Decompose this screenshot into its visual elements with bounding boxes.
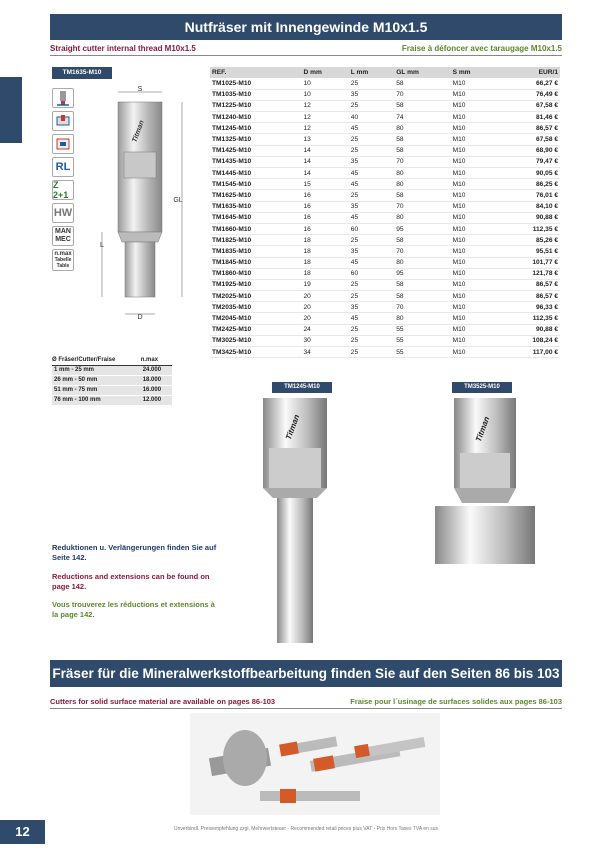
dim-l-label: L <box>100 242 104 249</box>
cell-d: 15 <box>302 179 349 190</box>
cell-gl: 70 <box>394 89 450 100</box>
cell-d: 30 <box>302 335 349 346</box>
subtitle-en: Straight cutter internal thread M10x1.5 <box>50 44 196 53</box>
cell-l: 25 <box>349 100 394 111</box>
cell-price: 76,49 € <box>497 89 560 100</box>
cell-s: M10 <box>451 145 498 156</box>
cell-d: 16 <box>302 223 349 234</box>
price-table-row <box>210 291 560 302</box>
cell-price: 112,35 € <box>497 313 560 324</box>
cell-d: 19 <box>302 279 349 290</box>
nmax-table <box>52 355 172 406</box>
cell-l: 60 <box>349 223 394 234</box>
cell-d: 13 <box>302 134 349 145</box>
cell-price: 95,51 € <box>497 246 560 257</box>
cell-d: 24 <box>302 324 349 335</box>
flutes-icon: Z 2+1 <box>52 180 74 200</box>
cell-ref: TM1245-M10 <box>210 123 302 134</box>
price-table-row <box>210 145 560 156</box>
cell-s: M10 <box>451 156 498 167</box>
nmax-sub2: Table <box>56 263 70 269</box>
cell-gl: 55 <box>394 324 450 335</box>
cell-ref: TM1545-M10 <box>210 179 302 190</box>
cell-price: 90,88 € <box>497 212 560 223</box>
feature-icons <box>52 88 76 274</box>
cell-d: 20 <box>302 302 349 313</box>
price-table-row <box>210 268 560 279</box>
cell-s: M10 <box>451 313 498 324</box>
cell-gl: 80 <box>394 168 450 179</box>
cell-d: 10 <box>302 89 349 100</box>
nmax-cell-rpm: 18.000 <box>141 375 172 385</box>
cell-s: M10 <box>451 100 498 111</box>
cell-price: 66,27 € <box>497 78 560 89</box>
cell-s: M10 <box>451 190 498 201</box>
price-table-row <box>210 335 560 346</box>
nmax-label: n.max <box>54 251 72 257</box>
cell-s: M10 <box>451 279 498 290</box>
nmax-icon <box>52 249 74 271</box>
cell-d: 18 <box>302 257 349 268</box>
cell-s: M10 <box>451 324 498 335</box>
cell-gl: 70 <box>394 201 450 212</box>
cell-s: M10 <box>451 134 498 145</box>
side-tab <box>0 77 22 143</box>
man-label: MAN <box>55 228 71 235</box>
cell-d: 20 <box>302 313 349 324</box>
cell-ref: TM3025-M10 <box>210 335 302 346</box>
cell-ref: TM1035-M10 <box>210 89 302 100</box>
cell-s: M10 <box>451 89 498 100</box>
cell-price: 76,01 € <box>497 190 560 201</box>
cell-gl: 80 <box>394 212 450 223</box>
cell-s: M10 <box>451 201 498 212</box>
price-table-row <box>210 212 560 223</box>
cell-l: 45 <box>349 212 394 223</box>
page-title: Nutfräser mit Innengewinde M10x1.5 <box>50 14 562 40</box>
dim-d-label: D <box>137 314 143 321</box>
cell-gl: 70 <box>394 156 450 167</box>
price-table-row <box>210 201 560 212</box>
cell-ref: TM2425-M10 <box>210 324 302 335</box>
cell-l: 35 <box>349 246 394 257</box>
cell-price: 108,24 € <box>497 335 560 346</box>
col-l: L mm <box>349 67 394 78</box>
nmax-table-row <box>52 365 172 375</box>
price-table-row <box>210 156 560 167</box>
cell-d: 18 <box>302 246 349 257</box>
nmax-cell-rpm: 24.000 <box>141 365 172 375</box>
cell-s: M10 <box>451 223 498 234</box>
col-gl: GL mm <box>394 67 450 78</box>
photo1-brand: Titman <box>283 413 302 441</box>
cell-price: 81,46 € <box>497 112 560 123</box>
price-table-row <box>210 89 560 100</box>
cell-d: 12 <box>302 100 349 111</box>
cell-l: 45 <box>349 179 394 190</box>
price-table <box>210 67 560 358</box>
cell-ref: TM1925-M10 <box>210 279 302 290</box>
cell-gl: 58 <box>394 291 450 302</box>
cell-ref: TM1645-M10 <box>210 212 302 223</box>
cell-ref: TM1825-M10 <box>210 235 302 246</box>
cell-ref: TM1425-M10 <box>210 145 302 156</box>
nmax-table-row <box>52 385 172 395</box>
price-table-row <box>210 134 560 145</box>
nmax-cell-rpm: 12.000 <box>141 395 172 405</box>
cell-gl: 58 <box>394 78 450 89</box>
cell-price: 112,35 € <box>497 223 560 234</box>
cell-ref: TM1435-M10 <box>210 156 302 167</box>
cell-d: 14 <box>302 168 349 179</box>
cell-d: 34 <box>302 347 349 358</box>
cut-profile-icon <box>52 134 74 154</box>
cell-l: 45 <box>349 123 394 134</box>
cell-price: 86,57 € <box>497 123 560 134</box>
nmax-table-row <box>52 395 172 405</box>
cell-d: 18 <box>302 268 349 279</box>
cell-d: 16 <box>302 201 349 212</box>
note-en: Reductions and extensions can be found on page 142. <box>52 572 210 591</box>
cell-d: 12 <box>302 123 349 134</box>
price-table-row <box>210 279 560 290</box>
cell-price: 68,90 € <box>497 145 560 156</box>
cell-s: M10 <box>451 212 498 223</box>
cell-s: M10 <box>451 235 498 246</box>
cell-ref: TM2035-M10 <box>210 302 302 313</box>
col-ref: REF. <box>210 67 302 78</box>
router-icon <box>52 88 74 108</box>
photo-tag-2: TM3525-M10 <box>452 382 512 393</box>
cell-price: 84,10 € <box>497 201 560 212</box>
cell-l: 25 <box>349 145 394 156</box>
price-table-row <box>210 302 560 313</box>
cell-s: M10 <box>451 291 498 302</box>
cell-ref: TM1025-M10 <box>210 78 302 89</box>
cell-ref: TM1845-M10 <box>210 257 302 268</box>
banner-sub-en: Cutters for solid surface material are available on pages 86-103 <box>50 697 276 706</box>
cell-s: M10 <box>451 179 498 190</box>
nmax-cell-range: 76 mm - 100 mm <box>52 395 141 405</box>
cell-gl: 58 <box>394 235 450 246</box>
price-table-row <box>210 112 560 123</box>
cell-d: 20 <box>302 291 349 302</box>
cell-l: 35 <box>349 302 394 313</box>
rotation-rl-icon: RL <box>52 157 74 177</box>
col-s: S mm <box>451 67 498 78</box>
photo-cutter-large <box>430 398 540 568</box>
divider-bottom <box>50 708 562 709</box>
nmax-table-row <box>52 375 172 385</box>
divider <box>50 55 562 56</box>
cell-d: 16 <box>302 212 349 223</box>
photo2-brand: Titman <box>473 415 492 443</box>
price-table-header <box>210 67 560 78</box>
cell-ref: TM1240-M10 <box>210 112 302 123</box>
price-table-row <box>210 257 560 268</box>
cell-price: 86,57 € <box>497 291 560 302</box>
cell-price: 79,47 € <box>497 156 560 167</box>
cell-ref: TM1635-M10 <box>210 201 302 212</box>
solid-surface-banner: Fräser für die Mineralwerkstoffbearbeitung finden Sie auf den Seiten 86 bis 103 <box>50 660 562 687</box>
cell-l: 25 <box>349 190 394 201</box>
cell-l: 25 <box>349 78 394 89</box>
cell-l: 25 <box>349 134 394 145</box>
cell-price: 117,00 € <box>497 347 560 358</box>
cell-ref: TM1835-M10 <box>210 246 302 257</box>
cell-gl: 80 <box>394 123 450 134</box>
price-table-row <box>210 100 560 111</box>
cell-s: M10 <box>451 257 498 268</box>
nmax-cell-range: 1 mm - 25 mm <box>52 365 141 375</box>
cell-d: 14 <box>302 145 349 156</box>
price-table-row <box>210 324 560 335</box>
banner-sub-fr: Fraise pour l´usinage de surfaces solides aux pages 86-103 <box>350 697 562 706</box>
cell-gl: 70 <box>394 302 450 313</box>
cell-s: M10 <box>451 123 498 134</box>
nmax-cell-rpm: 16.000 <box>141 385 172 395</box>
cell-s: M10 <box>451 302 498 313</box>
price-table-row <box>210 246 560 257</box>
cell-s: M10 <box>451 78 498 89</box>
dim-s-label: S <box>137 86 143 93</box>
cell-ref: TM1325-M10 <box>210 134 302 145</box>
cell-gl: 58 <box>394 190 450 201</box>
cell-l: 25 <box>349 347 394 358</box>
cell-price: 85,26 € <box>497 235 560 246</box>
cell-l: 45 <box>349 313 394 324</box>
cell-gl: 58 <box>394 100 450 111</box>
mec-label: MEC <box>55 236 71 243</box>
cell-gl: 95 <box>394 223 450 234</box>
cell-d: 10 <box>302 78 349 89</box>
nmax-cell-range: 26 mm - 50 mm <box>52 375 141 385</box>
note-fr: Vous trouverez les réductions et extensions à la page 142. <box>52 600 215 619</box>
drawing-brand: Titman <box>131 119 146 144</box>
cell-s: M10 <box>451 335 498 346</box>
cell-price: 96,33 € <box>497 302 560 313</box>
solid-surface-cutters-photo <box>190 713 440 815</box>
cell-gl: 55 <box>394 347 450 358</box>
footer-note: Unverbindl. Preisempfehlung zzgl. Mehrwertsteuer - Recommended retail prices plus VAT - Prix Hors Taxes TVA en sus <box>174 826 438 832</box>
cell-l: 45 <box>349 168 394 179</box>
cell-l: 35 <box>349 156 394 167</box>
cell-ref: TM1860-M10 <box>210 268 302 279</box>
cell-l: 35 <box>349 89 394 100</box>
cell-l: 25 <box>349 324 394 335</box>
subtitle-fr: Fraise à défoncer avec taraugage M10x1.5 <box>401 44 562 53</box>
photo-cutter-small <box>255 398 335 648</box>
nmax-col-diameter: Ø Fräser/Cutter/Fraise <box>52 355 141 365</box>
cell-s: M10 <box>451 268 498 279</box>
price-table-row <box>210 347 560 358</box>
cell-ref: TM1660-M10 <box>210 223 302 234</box>
drawing-ref-tag: TM1635-M10 <box>52 67 112 79</box>
cell-gl: 80 <box>394 179 450 190</box>
cell-l: 40 <box>349 112 394 123</box>
cell-gl: 58 <box>394 134 450 145</box>
cell-s: M10 <box>451 246 498 257</box>
price-table-row <box>210 223 560 234</box>
cell-gl: 55 <box>394 335 450 346</box>
cell-d: 16 <box>302 190 349 201</box>
price-table-row <box>210 123 560 134</box>
price-table-row <box>210 78 560 89</box>
cell-s: M10 <box>451 112 498 123</box>
cell-price: 67,58 € <box>497 100 560 111</box>
cell-l: 25 <box>349 235 394 246</box>
price-table-row <box>210 235 560 246</box>
cell-gl: 58 <box>394 279 450 290</box>
cell-ref: TM1445-M10 <box>210 168 302 179</box>
cell-l: 35 <box>349 201 394 212</box>
cell-ref: TM3425-M10 <box>210 347 302 358</box>
cell-l: 60 <box>349 268 394 279</box>
nmax-cell-range: 51 mm - 75 mm <box>52 385 141 395</box>
dim-gl-label: GL <box>173 197 183 204</box>
cell-price: 90,05 € <box>497 168 560 179</box>
col-d: D mm <box>302 67 349 78</box>
cell-gl: 80 <box>394 257 450 268</box>
cell-ref: TM2025-M10 <box>210 291 302 302</box>
cell-price: 86,57 € <box>497 279 560 290</box>
cell-gl: 95 <box>394 268 450 279</box>
cell-s: M10 <box>451 168 498 179</box>
cell-l: 45 <box>349 257 394 268</box>
cell-d: 18 <box>302 235 349 246</box>
cell-ref: TM2045-M10 <box>210 313 302 324</box>
cell-price: 121,78 € <box>497 268 560 279</box>
cell-l: 25 <box>349 291 394 302</box>
cell-ref: TM1225-M10 <box>210 100 302 111</box>
price-table-row <box>210 179 560 190</box>
hardmetal-icon: HW <box>52 203 74 223</box>
nmax-sub1: Tabelle <box>54 257 72 263</box>
price-table-row <box>210 313 560 324</box>
cell-gl: 58 <box>394 145 450 156</box>
machine-icon <box>52 111 74 131</box>
photo-tag-1: TM1245-M10 <box>272 382 332 393</box>
price-table-row <box>210 190 560 201</box>
nmax-col-rpm: n.max <box>141 355 172 365</box>
technical-drawing <box>90 82 200 322</box>
cell-d: 14 <box>302 156 349 167</box>
cell-s: M10 <box>451 347 498 358</box>
cell-price: 101,77 € <box>497 257 560 268</box>
cell-ref: TM1625-M10 <box>210 190 302 201</box>
cell-price: 86,25 € <box>497 179 560 190</box>
cell-l: 25 <box>349 335 394 346</box>
cell-gl: 74 <box>394 112 450 123</box>
cell-d: 12 <box>302 112 349 123</box>
note-de: Reduktionen u. Verlängerungen finden Sie auf Seite 142. <box>52 543 217 562</box>
cell-gl: 70 <box>394 246 450 257</box>
cell-price: 67,58 € <box>497 134 560 145</box>
col-price: EUR/1 <box>497 67 560 78</box>
page-number: 12 <box>0 820 45 844</box>
cell-gl: 80 <box>394 313 450 324</box>
man-mec-icon <box>52 226 74 246</box>
cell-price: 90,88 € <box>497 324 560 335</box>
cell-l: 25 <box>349 279 394 290</box>
nmax-table-header <box>52 355 172 365</box>
price-table-row <box>210 168 560 179</box>
